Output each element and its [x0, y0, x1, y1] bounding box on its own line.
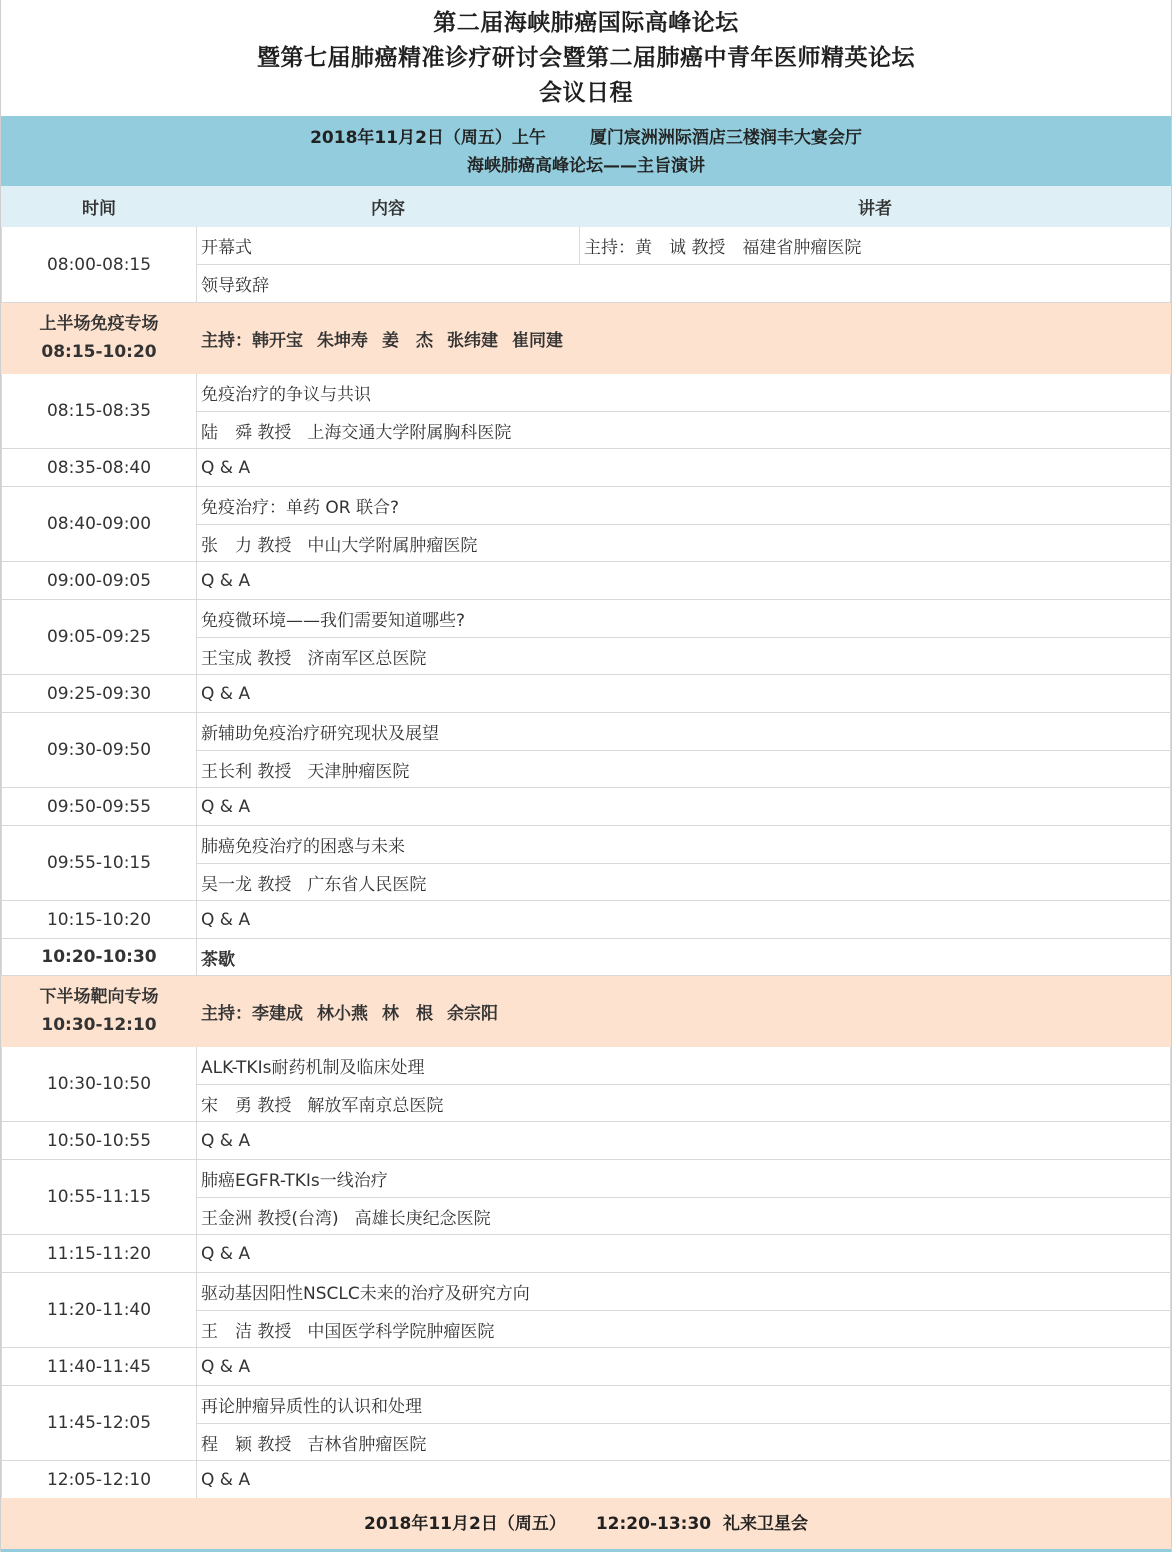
speaker-org: 中国医学科学院肿瘤医院: [307, 1321, 495, 1342]
talk-speaker: [197, 1311, 1171, 1348]
speaker-org: 中山大学附属肿瘤医院: [307, 535, 478, 556]
speaker-org: 解放军南京总医院: [307, 1095, 444, 1116]
opening-time: 08:00-08:15: [2, 227, 197, 303]
host-name: 张纬建: [447, 330, 498, 351]
host-name: 朱坤寿: [317, 330, 368, 351]
table-header: [2, 187, 1171, 227]
qa-time: 10:50-10:55: [2, 1122, 197, 1160]
speaker-name: 陆 舜 教授: [201, 422, 292, 443]
talk-topic: ALK-TKIs耐药机制及临床处理: [197, 1047, 1171, 1085]
talk-time: 10:30-10:50: [2, 1047, 197, 1122]
talk-speaker: [197, 751, 1171, 788]
table-row: [2, 449, 1171, 487]
speaker-name: 王金洲 教授(台湾): [201, 1208, 339, 1229]
session-2-name: 下半场靶向专场: [39, 987, 159, 1007]
session-1-label: [2, 303, 197, 374]
speaker-name: 王宝成 教授: [201, 648, 292, 669]
talk-speaker: [197, 525, 1171, 562]
talk-time: 09:30-09:50: [2, 713, 197, 788]
table-row: [2, 826, 1171, 864]
speaker-name: 宋 勇 教授: [201, 1095, 292, 1116]
talk-topic: 再论肿瘤异质性的认识和处理: [197, 1386, 1171, 1424]
qa-label: Q & A: [197, 901, 1171, 939]
table-row: [2, 713, 1171, 751]
table-row: [2, 227, 1171, 265]
opening-speech: 领导致辞: [197, 265, 1171, 303]
qa-label: Q & A: [197, 1122, 1171, 1160]
host-label: 主持：: [201, 1003, 252, 1024]
footer-event: 礼来卫星会: [722, 1514, 808, 1534]
qa-label: Q & A: [197, 1235, 1171, 1273]
qa-label: Q & A: [197, 788, 1171, 826]
session-2-label: [2, 976, 197, 1047]
qa-label: Q & A: [197, 449, 1171, 487]
qa-time: 09:50-09:55: [2, 788, 197, 826]
table-row: [2, 1273, 1171, 1311]
qa-time: 09:25-09:30: [2, 675, 197, 713]
talk-speaker: [197, 864, 1171, 901]
table-row: [2, 1122, 1171, 1160]
talk-speaker: [197, 412, 1171, 449]
info-date: 2018年11月2日（周五）上午: [310, 128, 546, 148]
qa-label: Q & A: [197, 675, 1171, 713]
qa-label: Q & A: [197, 562, 1171, 600]
opening-host: 主持：黄 诚 教授 福建省肿瘤医院: [580, 227, 1171, 265]
info-band: [1, 116, 1171, 186]
session-row-2: [2, 976, 1171, 1047]
qa-time: 08:35-08:40: [2, 449, 197, 487]
talk-speaker: [197, 638, 1171, 675]
host-name: 韩开宝: [252, 330, 303, 351]
talk-time: 08:40-09:00: [2, 487, 197, 562]
talk-speaker: [197, 1085, 1171, 1122]
talk-time: 10:55-11:15: [2, 1160, 197, 1235]
speaker-name: 程 颖 教授: [201, 1434, 292, 1455]
table-row: [2, 1461, 1171, 1499]
host-name: 林 根: [382, 1003, 433, 1024]
host-name: 林小燕: [317, 1003, 368, 1024]
talk-topic: 免疫治疗的争议与共识: [197, 374, 1171, 412]
host-name: 崔同建: [512, 330, 563, 351]
session-1-time: 08:15-10:20: [41, 342, 157, 362]
qa-label: Q & A: [197, 1348, 1171, 1386]
title-block: [1, 0, 1171, 116]
table-row: [2, 374, 1171, 412]
footer-band: [1, 1498, 1171, 1552]
title-line-2: 暨第七届肺癌精准诊疗研讨会暨第二届肺癌中青年医师精英论坛: [257, 45, 915, 71]
talk-topic: 新辅助免疫治疗研究现状及展望: [197, 713, 1171, 751]
speaker-name: 王 洁 教授: [201, 1321, 292, 1342]
table-row: [2, 1348, 1171, 1386]
info-venue: 厦门宸洲洲际酒店三楼润丰大宴会厅: [589, 128, 862, 148]
table-row: [2, 1160, 1171, 1198]
header-speaker: 讲者: [580, 187, 1171, 227]
speaker-name: 吴一龙 教授: [201, 874, 292, 895]
talk-speaker: [197, 1424, 1171, 1461]
speaker-org: 上海交通大学附属胸科医院: [307, 422, 512, 443]
talk-topic: 驱动基因阳性NSCLC未来的治疗及研究方向: [197, 1273, 1171, 1311]
speaker-org: 高雄长庚纪念医院: [354, 1208, 491, 1229]
session-2-hosts: [197, 976, 1171, 1047]
header-content: 内容: [197, 187, 580, 227]
host-label: 主持：: [201, 330, 252, 351]
speaker-org: 广东省人民医院: [307, 874, 427, 895]
table-row: [2, 600, 1171, 638]
speaker-name: 张 力 教授: [201, 535, 292, 556]
table-row: [2, 1235, 1171, 1273]
speaker-name: 王长利 教授: [201, 761, 292, 782]
qa-time: 09:00-09:05: [2, 562, 197, 600]
speaker-org: 济南军区总医院: [307, 648, 427, 669]
speaker-org: 吉林省肿瘤医院: [307, 1434, 427, 1455]
qa-time: 10:15-10:20: [2, 901, 197, 939]
talk-time: 11:45-12:05: [2, 1386, 197, 1461]
talk-topic: 肺癌EGFR-TKIs一线治疗: [197, 1160, 1171, 1198]
host-name: 余宗阳: [447, 1003, 498, 1024]
talk-topic: 免疫微环境——我们需要知道哪些?: [197, 600, 1171, 638]
talk-time: 11:20-11:40: [2, 1273, 197, 1348]
session-row-1: [2, 303, 1171, 374]
talk-topic: 肺癌免疫治疗的困惑与未来: [197, 826, 1171, 864]
table-row: [2, 1047, 1171, 1085]
break-time: 10:20-10:30: [2, 939, 197, 976]
session-1-hosts: [197, 303, 1171, 374]
talk-speaker: [197, 1198, 1171, 1235]
talk-time: 09:05-09:25: [2, 600, 197, 675]
table-row: [2, 1386, 1171, 1424]
schedule-table: [1, 186, 1171, 1499]
footer-time: 12:20-13:30: [595, 1514, 712, 1534]
session-1-name: 上半场免疫专场: [39, 314, 159, 334]
footer-date: 2018年11月2日（周五）: [364, 1514, 566, 1534]
host-name: 李建成: [252, 1003, 303, 1024]
title-line-1: 第二届海峡肺癌国际高峰论坛: [433, 10, 739, 36]
table-row: [2, 562, 1171, 600]
talk-time: 08:15-08:35: [2, 374, 197, 449]
opening-item: 开幕式: [197, 227, 580, 265]
header-time: 时间: [2, 187, 197, 227]
qa-label: Q & A: [197, 1461, 1171, 1499]
table-row: [2, 901, 1171, 939]
host-name: 姜 杰: [382, 330, 433, 351]
title-line-3: 会议日程: [539, 80, 633, 106]
qa-time: 11:40-11:45: [2, 1348, 197, 1386]
break-row: [2, 939, 1171, 976]
speaker-org: 天津肿瘤医院: [307, 761, 410, 782]
date-venue-line: [1, 124, 1171, 152]
table-row: [2, 487, 1171, 525]
session-2-time: 10:30-12:10: [41, 1015, 157, 1035]
qa-time: 12:05-12:10: [2, 1461, 197, 1499]
talk-time: 09:55-10:15: [2, 826, 197, 901]
table-row: [2, 788, 1171, 826]
qa-time: 11:15-11:20: [2, 1235, 197, 1273]
break-label: 茶歇: [197, 939, 1171, 976]
info-theme: 海峡肺癌高峰论坛——主旨演讲: [467, 156, 705, 176]
talk-topic: 免疫治疗：单药 OR 联合?: [197, 487, 1171, 525]
table-row: [2, 675, 1171, 713]
